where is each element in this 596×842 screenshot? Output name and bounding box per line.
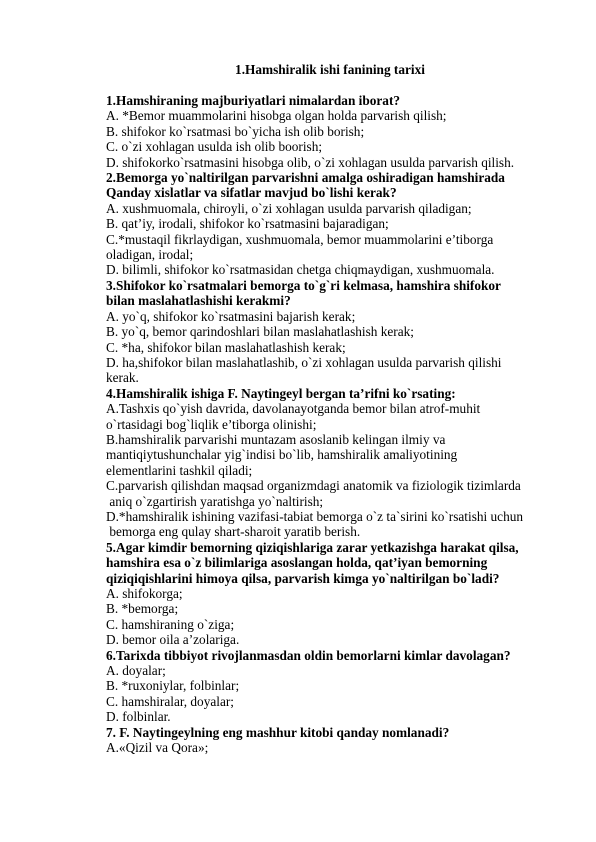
answer-option-line: mantiqiytushunchalar yig`indisi bo`lib, hamshiralik amaliyotining xyxy=(106,447,458,463)
answer-option xyxy=(106,740,546,755)
answer-option-line: B. *bemorga; xyxy=(106,601,179,617)
answer-option xyxy=(106,124,546,139)
answer-option-line: C.parvarish qilishdan maqsad organizmdagi anatomik va fiziologik tizimlarda xyxy=(106,478,521,494)
answer-option xyxy=(106,678,546,693)
answer-option-line: kerak. xyxy=(106,370,139,386)
question-line: 3.Shifokor ko`rsatmalari bemorga to`g`ri kelmasa, hamshira shifokor xyxy=(106,277,501,293)
answer-option-line: C. *ha, shifokor bilan maslahatlashish kerak; xyxy=(106,339,346,355)
answer-option-line: C. hamshiraning o`ziga; xyxy=(106,616,235,632)
answer-option xyxy=(106,709,546,724)
answer-option-line: B. qat’iy, irodali, shifokor ko`rsatmasini bajaradigan; xyxy=(106,216,389,232)
answer-option xyxy=(106,601,546,616)
answer-option xyxy=(106,340,546,355)
question-line: bilan maslahatlashishi kerakmi? xyxy=(106,293,291,309)
question-text xyxy=(106,540,546,586)
answer-option-line: D. ha,shifokor bilan maslahatlashib, o`zi xohlagan usulda parvarish qilishi xyxy=(106,354,502,370)
question-text xyxy=(106,93,546,108)
question-line: 1.Hamshiraning majburiyatlari nimalardan iborat? xyxy=(106,93,401,108)
question-text xyxy=(106,386,546,401)
answer-option xyxy=(106,694,546,709)
answer-option xyxy=(106,509,546,540)
answer-option xyxy=(106,355,546,386)
answer-option xyxy=(106,632,546,647)
answer-option xyxy=(106,108,546,123)
question-line: 6.Tarixda tibbiyot rivojlanmasdan oldin bemorlarni kimlar davolagan? xyxy=(106,647,511,663)
question-text xyxy=(106,170,546,201)
answer-option xyxy=(106,324,546,339)
answer-option-line: B.hamshiralik parvarishi muntazam asoslanib kelingan ilmiy va xyxy=(106,431,446,447)
answer-option-line: o`rtasidagi bog`liqlik e’tiborga olinishi; xyxy=(106,416,317,432)
question-block xyxy=(106,540,546,648)
answer-option-line: elementlarini tashkil qiladi; xyxy=(106,462,253,478)
answer-option-line: D. shifokorko`rsatmasini hisobga olib, o`zi xohlagan usulda parvarish qilish. xyxy=(106,154,515,170)
answer-option-line: C. o`zi xohlagan usulda ish olib boorish; xyxy=(106,139,323,155)
answer-option xyxy=(106,309,546,324)
question-block xyxy=(106,648,546,725)
answer-option-line: aniq o`zgartirish yaratishga yo`naltirish; xyxy=(106,493,324,509)
answer-option xyxy=(106,262,546,277)
answer-option xyxy=(106,478,546,509)
answer-option xyxy=(106,216,546,231)
answer-option xyxy=(106,155,546,170)
question-line: Qanday xislatlar va sifatlar mavjud bo`lishi kerak? xyxy=(106,185,397,201)
page-title: 1.Hamshiralik ishi fanining tarixi xyxy=(235,62,425,77)
answer-option-line: C. hamshiralar, doyalar; xyxy=(106,693,234,709)
answer-option-line: B. shifokor ko`rsatmasi bo`yicha ish olib borish; xyxy=(106,123,365,139)
answer-option-line: C.*mustaqil fikrlaydigan, xushmuomala, bemor muammolarini e’tiborga xyxy=(106,231,494,247)
question-line: qiziqiqishlarini himoya qilsa, parvarish kimga yo`naltirilgan bo`ladi? xyxy=(106,570,500,586)
question-block xyxy=(106,725,546,756)
answer-option xyxy=(106,201,546,216)
question-text xyxy=(106,278,546,309)
question-text xyxy=(106,725,546,740)
answer-option-line: bemorga eng qulay shart-sharoit yaratib berish. xyxy=(106,524,361,540)
question-block xyxy=(106,93,546,170)
question-list xyxy=(106,93,546,755)
question-block xyxy=(106,170,546,278)
question-text xyxy=(106,648,546,663)
answer-option-line: D. folbinlar. xyxy=(106,709,171,725)
question-line: 2.Bemorga yo`naltirilgan parvarishni amalga oshiradigan hamshirada xyxy=(106,170,505,186)
answer-option xyxy=(106,617,546,632)
answer-option-line: A. *Bemor muammolarini hisobga olgan holda parvarish qilish; xyxy=(106,108,447,124)
question-block xyxy=(106,386,546,540)
question-block xyxy=(106,278,546,386)
answer-option-line: D.*hamshiralik ishining vazifasi-tabiat bemorga o`z ta`sirini ko`rsatishi uchun xyxy=(106,508,524,524)
answer-option-line: A. xushmuomala, chiroyli, o`zi xohlagan usulda parvarish qiladigan; xyxy=(106,200,472,216)
answer-option-line: D. bemor oila a’zolariga. xyxy=(106,632,240,648)
answer-option xyxy=(106,139,546,154)
answer-option xyxy=(106,401,546,432)
answer-option-line: D. bilimli, shifokor ko`rsatmasidan chetga chiqmaydigan, xushmuomala. xyxy=(106,262,495,278)
answer-option xyxy=(106,232,546,263)
answer-option-line: A.«Qizil va Qora»; xyxy=(106,740,209,756)
answer-option-line: A.Tashxis qo`yish davrida, davolanayotganda bemor bilan atrof-muhit xyxy=(106,401,481,417)
answer-option-line: oladigan, irodal; xyxy=(106,247,194,263)
answer-option-line: B. *ruxoniylar, folbinlar; xyxy=(106,678,240,694)
question-line: 5.Agar kimdir bemorning qiziqishlariga zarar yetkazishga harakat qilsa, xyxy=(106,539,519,555)
answer-option xyxy=(106,432,546,478)
answer-option-line: A. doyalar; xyxy=(106,663,166,679)
answer-option-line: A. shifokorga; xyxy=(106,586,183,601)
answer-option-line: B. yo`q, bemor qarindoshlari bilan maslahatlashish kerak; xyxy=(106,324,414,340)
question-line: 7. F. Naytingeylning eng mashhur kitobi qanday nomlanadi? xyxy=(106,724,450,740)
answer-option-line: A. yo`q, shifokor ko`rsatmasini bajarish kerak; xyxy=(106,308,356,324)
answer-option xyxy=(106,663,546,678)
question-line: hamshira esa o`z bilimlariga asoslangan holda, qat’iyan bemorning xyxy=(106,555,488,571)
answer-option xyxy=(106,586,546,601)
question-line: 4.Hamshiralik ishiga F. Naytingeyl bergan ta’rifni ko`rsating: xyxy=(106,385,456,401)
